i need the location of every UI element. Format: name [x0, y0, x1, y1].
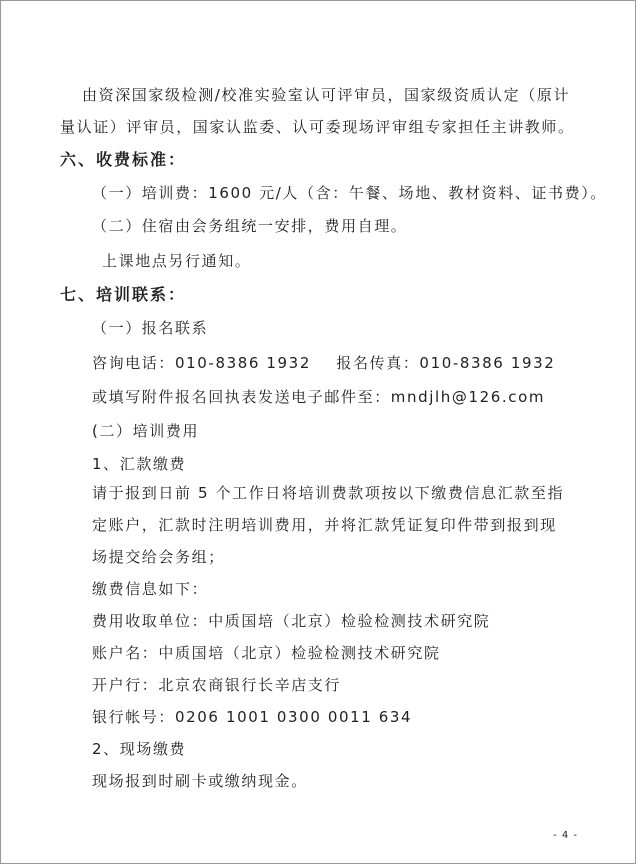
contact-sub-2: (二）培训费用: [92, 422, 200, 440]
contact-heading: 七、培训联系：: [60, 285, 187, 304]
intro-line-1: 由资深国家级检测/校准实验室认可评审员，国家级资质认定（原计: [82, 86, 571, 104]
contact-phone: 咨询电话：010-8386 1932 报名传真：010-8386 1932: [92, 354, 556, 372]
page-number: - 4 -: [553, 830, 578, 841]
remit-line-1: 请于报到日前 5 个工作日将培训费款项按以下缴费信息汇款至指: [92, 484, 565, 502]
fees-heading: 六、收费标准：: [60, 150, 187, 169]
payee: 费用收取单位：中质国培（北京）检验检测技术研究院: [92, 612, 491, 630]
fees-item-2: （二）住宿由会务组统一安排，费用自理。: [92, 217, 408, 235]
bank-name: 开户行：北京农商银行长辛店支行: [92, 676, 342, 694]
payment-info-title: 缴费信息如下：: [92, 580, 209, 598]
contact-sub-1: （一）报名联系: [92, 319, 209, 337]
account-name: 账户名：中质国培（北京）检验检测技术研究院: [92, 644, 441, 662]
fees-item-1: （一）培训费：1600 元/人（含：午餐、场地、教材资料、证书费）。: [92, 184, 607, 202]
account-number: 银行帐号：0206 1001 0300 0011 634: [92, 708, 413, 726]
contact-email: 或填写附件报名回执表发送电子邮件至：mndjlh@126.com: [92, 388, 546, 406]
onsite-title: 2、现场缴费: [92, 740, 187, 758]
fees-note: 上课地点另行通知。: [102, 252, 252, 270]
remit-line-2: 定账户，汇款时注明培训费用，并将汇款凭证复印件带到报到现: [92, 516, 557, 534]
intro-line-2: 量认证）评审员，国家认监委、认可委现场评审组专家担任主讲教师。: [60, 118, 575, 136]
remit-title: 1、汇款缴费: [92, 455, 187, 473]
onsite-text: 现场报到时刷卡或缴纳现金。: [92, 772, 308, 790]
remit-line-3: 场提交给会务组；: [92, 548, 225, 566]
